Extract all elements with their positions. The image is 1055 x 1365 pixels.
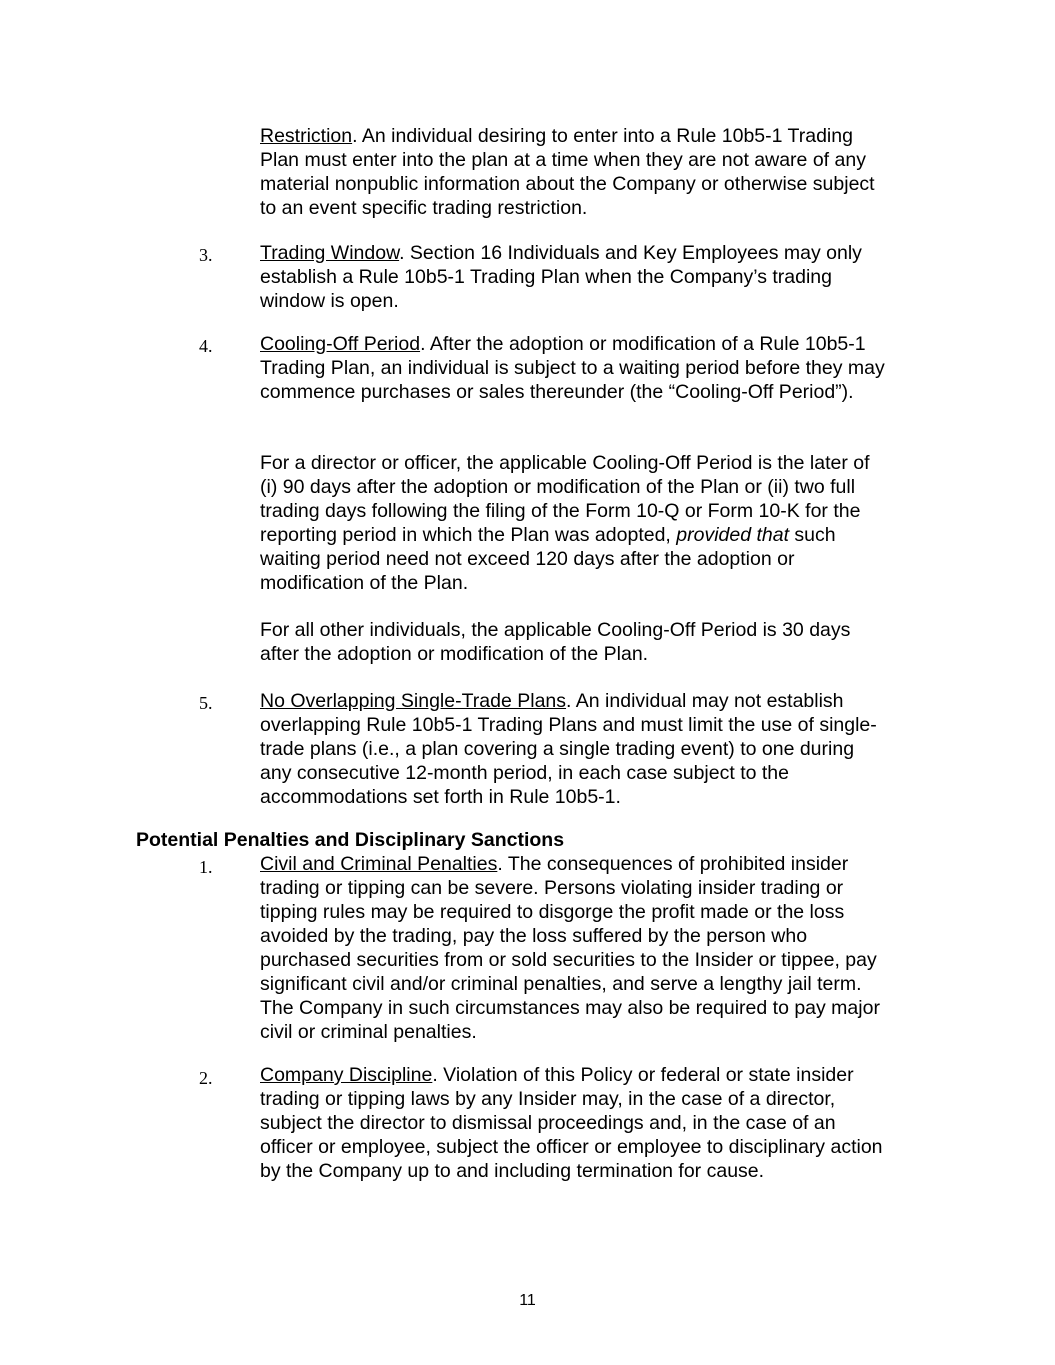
cooling-off-others-paragraph xyxy=(260,618,890,666)
cooling-off-director-paragraph xyxy=(260,451,890,595)
item-number-4: 4. xyxy=(199,336,213,356)
penalties-item-number-2: 2. xyxy=(199,1068,213,1088)
item-number-3: 3. xyxy=(199,245,213,265)
penalties-item-number-1: 1. xyxy=(199,857,213,877)
term-company-discipline: Company Discipline xyxy=(260,1064,433,1086)
continued-paragraph xyxy=(260,124,890,220)
director-text-after: such waiting period need not exceed 120 days after the adoption or modification of the Plan. xyxy=(260,524,836,594)
term-no-overlapping-plans: No Overlapping Single-Trade Plans xyxy=(260,690,567,712)
others-text: For all other individuals, the applicable Cooling-Off Period is 30 days after the adoption or modification of the Plan. xyxy=(260,619,851,665)
section-heading-penalties: Potential Penalties and Disciplinary Sanctions xyxy=(136,829,565,851)
civil-criminal-text: . The consequences of prohibited insider trading or tipping can be severe. Persons violating insider trading or tipping rules may be required to disgorge the profit made or the loss avoided by the trading, pay the loss suffered by the person who purchased securities from or sold securities to the Insider or tippee, pay significant civil and/or criminal penalties, and serve a lengthy jail term. The Company in such circumstances may also be required to pay major civil or criminal penalties. xyxy=(260,853,880,1043)
director-text-before: For a director or officer, the applicable Cooling-Off Period is the later of (i) 90 days after the adoption or modification of the Plan or (ii) two full trading days following the filing of the Form 10-Q or Form 10-K for the reporting period in which the Plan was adopted, xyxy=(260,452,870,546)
item-civil-criminal-penalties xyxy=(260,852,890,1044)
provided-that-italic: provided that xyxy=(676,524,790,546)
continued-text: . An individual desiring to enter into a Rule 10b5-1 Trading Plan must enter into the plan at a time when they are not aware of any material nonpublic information about the Company or otherwise subject to an event specific trading restriction. xyxy=(260,125,875,219)
no-overlapping-text: . An individual may not establish overlapping Rule 10b5-1 Trading Plans and must limit the use of single-trade plans (i.e., a plan covering a single trading event) to one during any consecutive 12-month period, in each case subject to the accommodations set forth in Rule 10b5-1. xyxy=(260,690,877,808)
company-discipline-text: . Violation of this Policy or federal or state insider trading or tipping laws by any Insider may, in the case of a director, subject the director to dismissal proceedings and, in the case of an officer or employee, subject the officer or employee to disciplinary action by the Company up to and including termination for cause. xyxy=(260,1064,883,1182)
trading-window-text: . Section 16 Individuals and Key Employees may only establish a Rule 10b5-1 Trading Plan when the Company’s trading window is open. xyxy=(260,242,862,312)
item-company-discipline xyxy=(260,1063,890,1183)
term-restriction: Restriction xyxy=(260,125,353,147)
item-number-5: 5. xyxy=(199,693,213,713)
term-cooling-off-period: Cooling-Off Period xyxy=(260,333,421,355)
item-cooling-off-period xyxy=(260,332,890,404)
cooling-off-text: . After the adoption or modification of a Rule 10b5-1 Trading Plan, an individual is subject to a waiting period before they may commence purchases or sales thereunder (the “Cooling-Off Period”). xyxy=(260,333,885,403)
term-trading-window: Trading Window xyxy=(260,242,400,264)
page-number: 11 xyxy=(519,1292,536,1309)
item-no-overlapping-plans xyxy=(260,689,890,809)
item-trading-window xyxy=(260,241,890,313)
term-civil-criminal-penalties: Civil and Criminal Penalties xyxy=(260,853,498,875)
